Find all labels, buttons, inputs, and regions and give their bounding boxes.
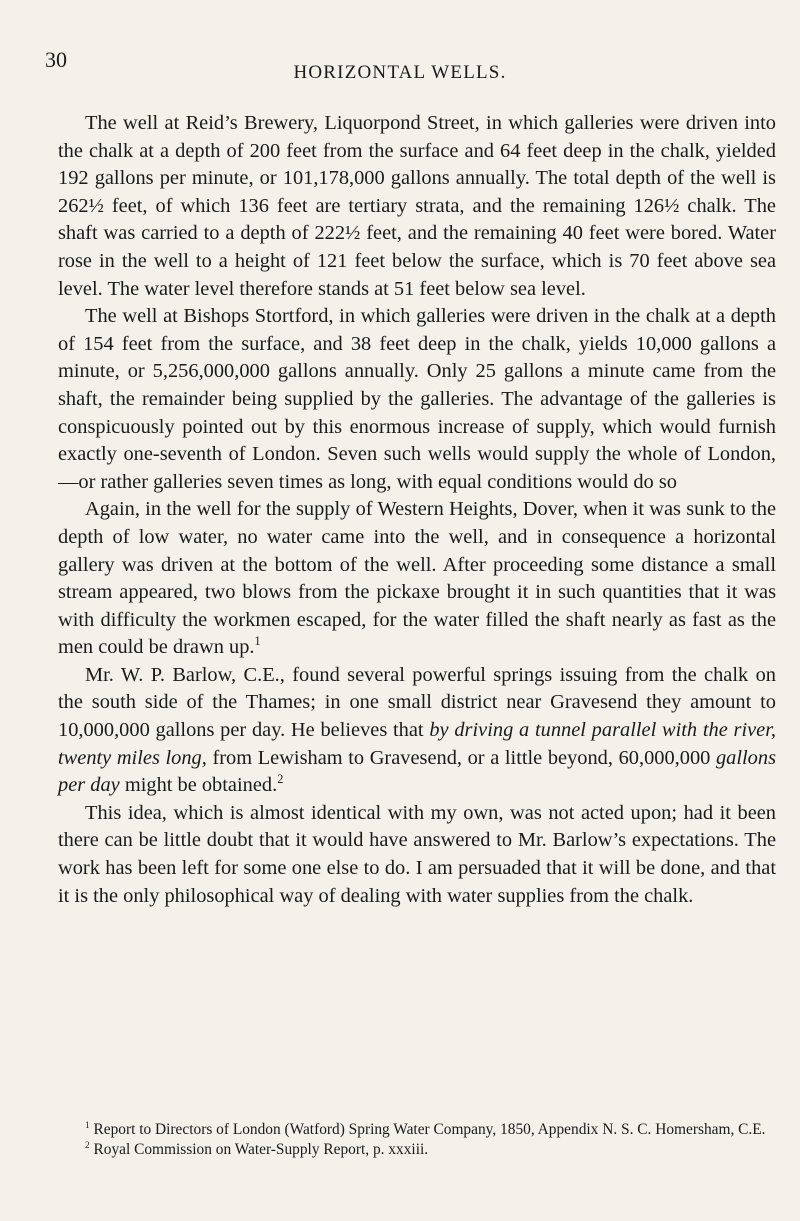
paragraph-bishops-stortford: The well at Bishops Stortford, in which galleries were driven in the chalk at a depth of 154 feet from the surface, and 38 feet deep in the chalk, yields 10,000 gallons a minute, or 5,256,000,000 gallons annually. Only 25 gallons a minute came from the shaft, the remainder being supplied by the galleries. The advantage of the galleries is conspicuously pointed out by this enormous increase of supply, which would furnish exactly one-seventh of London. Seven such wells would supply the whole of London,—or rather galleries seven times as long, with equal conditions would do so bbox=[58, 305, 776, 493]
footnote-ref-2: 2 bbox=[277, 772, 284, 787]
page-number: 30 bbox=[45, 47, 67, 72]
footnotes bbox=[58, 1120, 776, 1159]
paragraph-western-heights bbox=[58, 496, 776, 662]
footnote-ref-1: 1 bbox=[254, 634, 261, 649]
body-text bbox=[58, 110, 776, 910]
footnote-1 bbox=[58, 1120, 776, 1140]
paragraph-barlow-italic-1: by driving a tunnel parallel with the river, twenty miles long, bbox=[58, 719, 777, 769]
footnote-mark-1: 1 bbox=[85, 1119, 90, 1130]
paragraph-reids-brewery: The well at Reid’s Brewery, Liquorpond Street, in which galleries were driven into the chalk at a depth of 200 feet from the surface and 64 feet deep in the chalk, yielded 192 gallons per minute, or 101,178,000 gallons annually. The total depth of the well is 262½ feet, of which 136 feet are tertiary strata, and the remaining 126½ chalk. The shaft was carried to a depth of 222½ feet, and the remaining 40 feet were bored. Water rose in the well to a height of 121 feet below the surface, which is 70 feet above sea level. The water level therefore stands at 51 feet below sea level. bbox=[58, 112, 776, 300]
footnote-2-text: Royal Commission on Water-Supply Report, p. xxxiii. bbox=[93, 1140, 429, 1158]
paragraph-barlow-italic-2: gallons per day bbox=[58, 746, 776, 797]
footnote-2 bbox=[58, 1140, 776, 1160]
footnote-mark-2: 2 bbox=[85, 1139, 90, 1150]
paragraph-barlow-text: Mr. W. P. Barlow, C.E., found several powerful springs issuing from the chalk on the south side of the Thames; in one small district near Gravesend they amount to 10,000,000 gallons per day. He believes that bbox=[58, 663, 776, 742]
running-head: HORIZONTAL WELLS. bbox=[293, 62, 507, 83]
paragraph-barlow bbox=[58, 662, 776, 800]
paragraph-barlow-text-3: might be obtained. bbox=[124, 774, 278, 797]
paragraph-barlow-text-2: from Lewisham to Gravesend, or a little beyond, 60,000,000 bbox=[212, 746, 711, 769]
paragraph-this-idea: This idea, which is almost identical with my own, was not acted upon; had it been there can be little doubt that it would have answered to Mr. Barlow’s expectations. The work has been left for some one else to do. I am persuaded that it will be done, and that it is the only philosophical way of dealing with water supplies from the chalk. bbox=[58, 801, 776, 907]
footnote-1-text: Report to Directors of London (Watford) Spring Water Company, 1850, Appendix N. S. C. Homersham, C.E. bbox=[93, 1121, 766, 1138]
paragraph-western-heights-text: Again, in the well for the supply of Western Heights, Dover, when it was sunk to the depth of low water, no water came into the well, and in consequence a horizontal gallery was driven at the bottom of the well. After proceeding some distance a small stream appeared, two blows from the pickaxe brought it in such quantities that it was with difficulty the workmen escaped, for the water filled the shaft nearly as fast as the men could be drawn up. bbox=[58, 498, 776, 659]
